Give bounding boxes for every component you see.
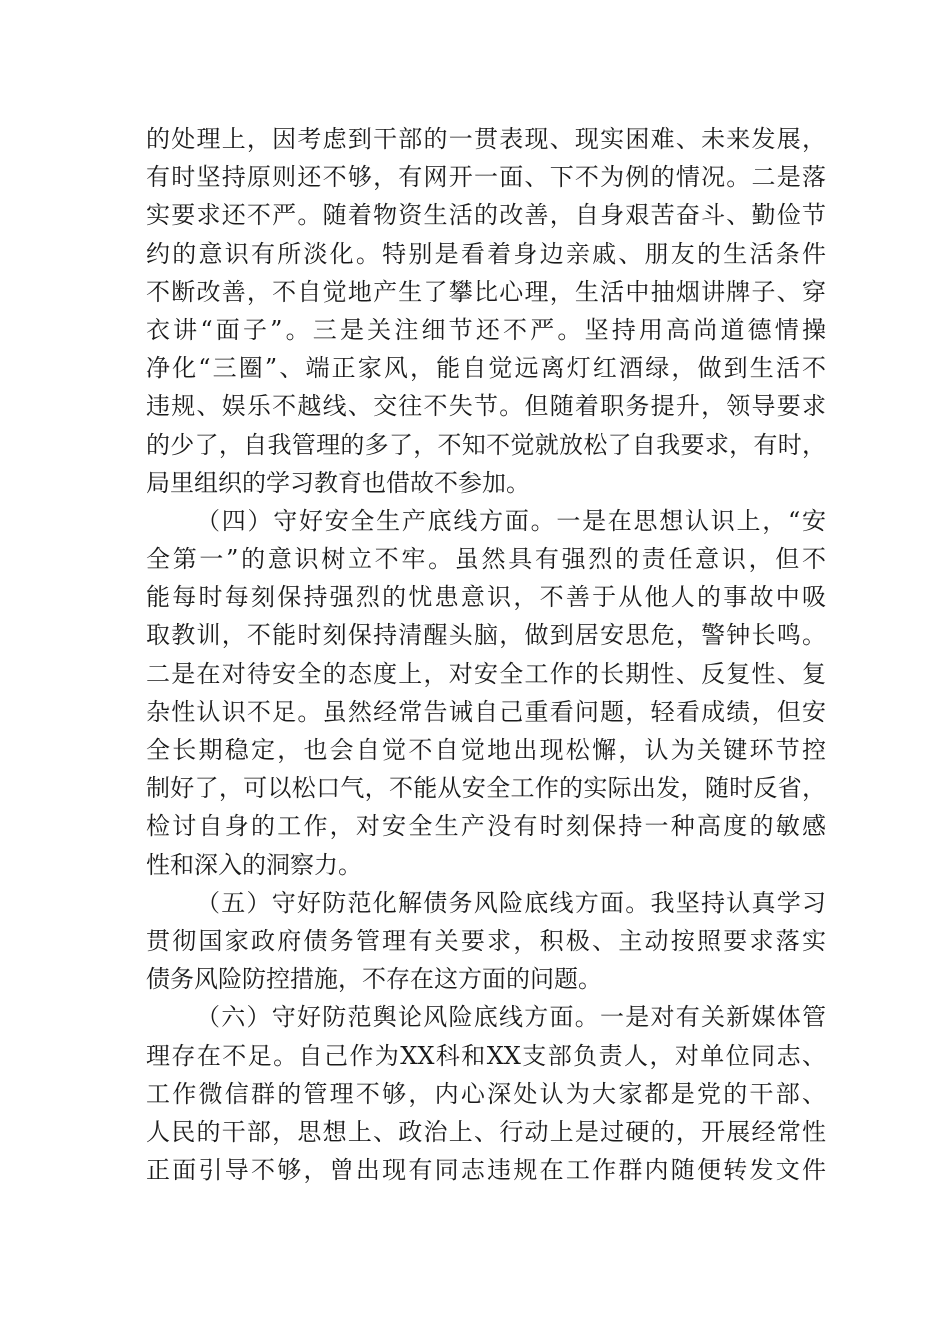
text-line: （五）守好防范化解债务风险底线方面。我坚持认真学习 — [196, 888, 826, 917]
text-line: 实要求还不严。随着物资生活的改善，自身艰苦奋斗、勤俭节 — [146, 201, 826, 230]
text-line: 不断改善，不自觉地产生了攀比心理，生活中抽烟讲牌子、穿 — [146, 277, 826, 306]
text-line: 二是在对待安全的态度上，对安全工作的长期性、反复性、复 — [146, 659, 826, 688]
text-line: 理存在不足。自己作为XX科和XX支部负责人，对单位同志、 — [146, 1041, 826, 1070]
text-line: 的处理上，因考虑到干部的一贯表现、现实困难、未来发展， — [146, 125, 826, 153]
text-line: 制好了，可以松口气，不能从安全工作的实际出发，随时反省， — [146, 774, 826, 803]
text-line: 的少了，自我管理的多了，不知不觉就放松了自我要求，有时， — [146, 430, 826, 459]
text-line: 违规、娱乐不越线、交往不失节。但随着职务提升，领导要求 — [146, 392, 826, 421]
text-line: 能每时每刻保持强烈的忧患意识，不善于从他人的事故中吸 — [146, 583, 826, 612]
text-line: 正面引导不够，曾出现有同志违规在工作群内随便转发文件 — [146, 1156, 826, 1185]
text-line: 债务风险防控措施，不存在这方面的问题。 — [146, 965, 602, 994]
text-line: 人民的干部，思想上、政治上、行动上是过硬的，开展经常性 — [146, 1117, 826, 1146]
text-line: 全第一”的意识树立不牢。虽然具有强烈的责任意识，但不 — [146, 545, 826, 574]
text-line: （六）守好防范舆论风险底线方面。一是对有关新媒体管 — [196, 1003, 826, 1032]
text-line: 取教训，不能时刻保持清醒头脑，做到居安思危，警钟长鸣。 — [146, 621, 826, 650]
text-line: 贯彻国家政府债务管理有关要求，积极、主动按照要求落实 — [146, 926, 826, 955]
text-line: 检讨自身的工作，对安全生产没有时刻保持一种高度的敏感 — [146, 812, 826, 841]
text-line: 工作微信群的管理不够，内心深处认为大家都是党的干部、 — [146, 1079, 826, 1108]
text-line: 净化“三圈”、端正家风，能自觉远离灯红酒绿，做到生活不 — [146, 354, 826, 383]
text-line: 约的意识有所淡化。特别是看着身边亲戚、朋友的生活条件 — [146, 239, 826, 268]
text-line: （四）守好安全生产底线方面。一是在思想认识上，“安 — [196, 506, 826, 535]
text-line: 局里组织的学习教育也借故不参加。 — [146, 468, 530, 497]
text-line: 衣讲“面子”。三是关注细节还不严。坚持用高尚道德情操 — [146, 315, 826, 344]
text-line: 有时坚持原则还不够，有网开一面、下不为例的情况。二是落 — [146, 163, 826, 192]
document-body — [146, 120, 826, 1189]
text-line: 全长期稳定，也会自觉不自觉地出现松懈，认为关键环节控 — [146, 736, 826, 764]
text-line: 杂性认识不足。虽然经常告诫自己重看问题，轻看成绩，但安 — [146, 697, 826, 726]
text-line: 性和深入的洞察力。 — [146, 850, 362, 879]
